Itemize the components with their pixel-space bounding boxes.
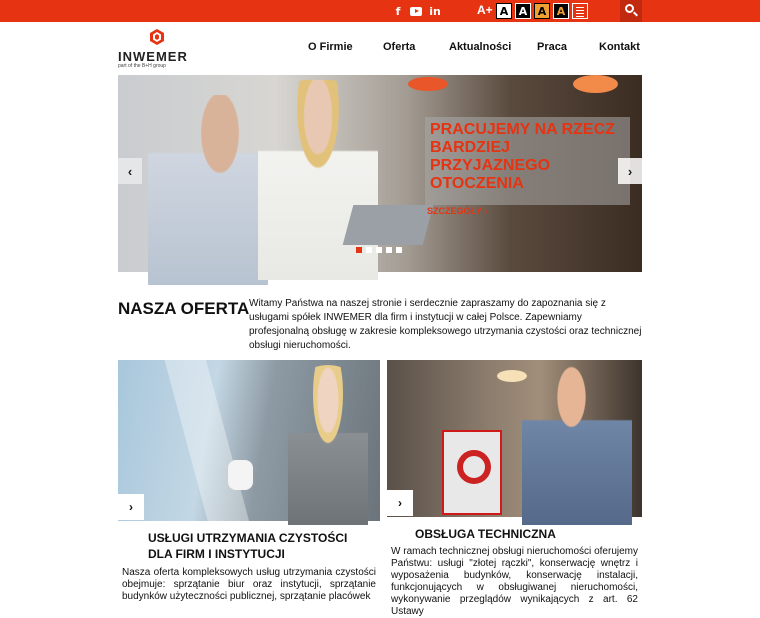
font-size-increase-button[interactable]: A+ — [477, 3, 493, 17]
offer-heading: NASZA OFERTA — [118, 299, 250, 318]
technical-service-title[interactable]: OBSŁUGA TECHNICZNA — [415, 527, 556, 541]
hero-photo-laptop — [343, 205, 434, 245]
hero-title: PRACUJEMY NA RZECZ BARDZIEJ PRZYJAZNEGO OTOCZENIA — [430, 121, 615, 192]
logo-text[interactable]: INWEMER — [118, 49, 188, 64]
cleaning-service-arrow-button[interactable]: › — [118, 494, 144, 520]
cleaning-service-image[interactable] — [118, 360, 380, 521]
cleaning-service-description: Nasza oferta kompleksowych usług utrzymania czystości obejmuje: sprzątanie biur oraz instytucji, sprzątanie budynków użyteczności publicznej, sprzątanie placówek — [122, 567, 376, 602]
technical-service-arrow-button[interactable]: › — [387, 490, 413, 516]
offer-intro-text: Witamy Państwa na naszej stronie i serdecznie zapraszamy do zapoznania się z usługami spółek INWEMER dla firm i instytucji w całej Polsce. Zapewniamy profesjonalną obsługę w zakresie kompleksowego utrzymania czystości oraz technicznej obsługi nieruchomości. — [249, 298, 642, 351]
nav-item-aktualnosci[interactable]: Aktualności — [449, 41, 512, 53]
slider-dot[interactable] — [356, 247, 362, 253]
logo-mark-icon[interactable] — [150, 29, 164, 45]
hero-details-link[interactable]: SZCZEGÓŁY › — [427, 206, 488, 216]
technical-service-description: W ramach technicznej obsługi nieruchomości oferujemy Państwu: usługi "złotej rączki", konserwację wnętrz i wyposażenia budynków, konserwację instalacji, funkcjonujących w obsługiwanej nieruchomości, wykonywanie przeglądów wynikających z art. 62 Ustawy — [391, 546, 638, 617]
nav-item-o-firmie[interactable]: O Firmie — [308, 41, 353, 53]
nav-item-kontakt[interactable]: Kontakt — [599, 41, 640, 53]
lamp-decoration — [408, 77, 448, 91]
document-icon[interactable] — [572, 3, 588, 19]
slider-next-button[interactable]: › — [618, 158, 642, 184]
contrast-yellow-button[interactable]: A — [534, 3, 550, 19]
slider-dot[interactable] — [396, 247, 402, 253]
youtube-icon[interactable] — [409, 3, 423, 19]
top-bar — [0, 0, 760, 22]
slider-dot[interactable] — [376, 247, 382, 253]
contrast-black-yellow-button[interactable]: A — [553, 3, 569, 19]
slider-pagination — [356, 247, 402, 253]
facebook-icon[interactable]: f — [395, 4, 401, 18]
contrast-dark-button[interactable]: A — [515, 3, 531, 19]
linkedin-icon[interactable]: in — [429, 4, 441, 18]
technical-service-image[interactable] — [387, 360, 642, 517]
nav-item-praca[interactable]: Praca — [537, 41, 567, 53]
contrast-default-button[interactable]: A — [496, 3, 512, 19]
slider-dot[interactable] — [366, 247, 372, 253]
logo-subtitle: part of the B+H group — [118, 63, 166, 69]
search-button[interactable] — [620, 0, 642, 22]
cleaning-service-title[interactable]: USŁUGI UTRZYMANIA CZYSTOŚCI DLA FIRM I INSTYTUCJI — [148, 531, 348, 561]
nav-item-oferta[interactable]: Oferta — [383, 41, 416, 53]
hero-slider[interactable] — [118, 75, 642, 272]
slider-dot[interactable] — [386, 247, 392, 253]
lamp-decoration — [573, 75, 618, 93]
hero-photo-man — [148, 95, 268, 285]
slider-prev-button[interactable]: ‹ — [118, 158, 142, 184]
